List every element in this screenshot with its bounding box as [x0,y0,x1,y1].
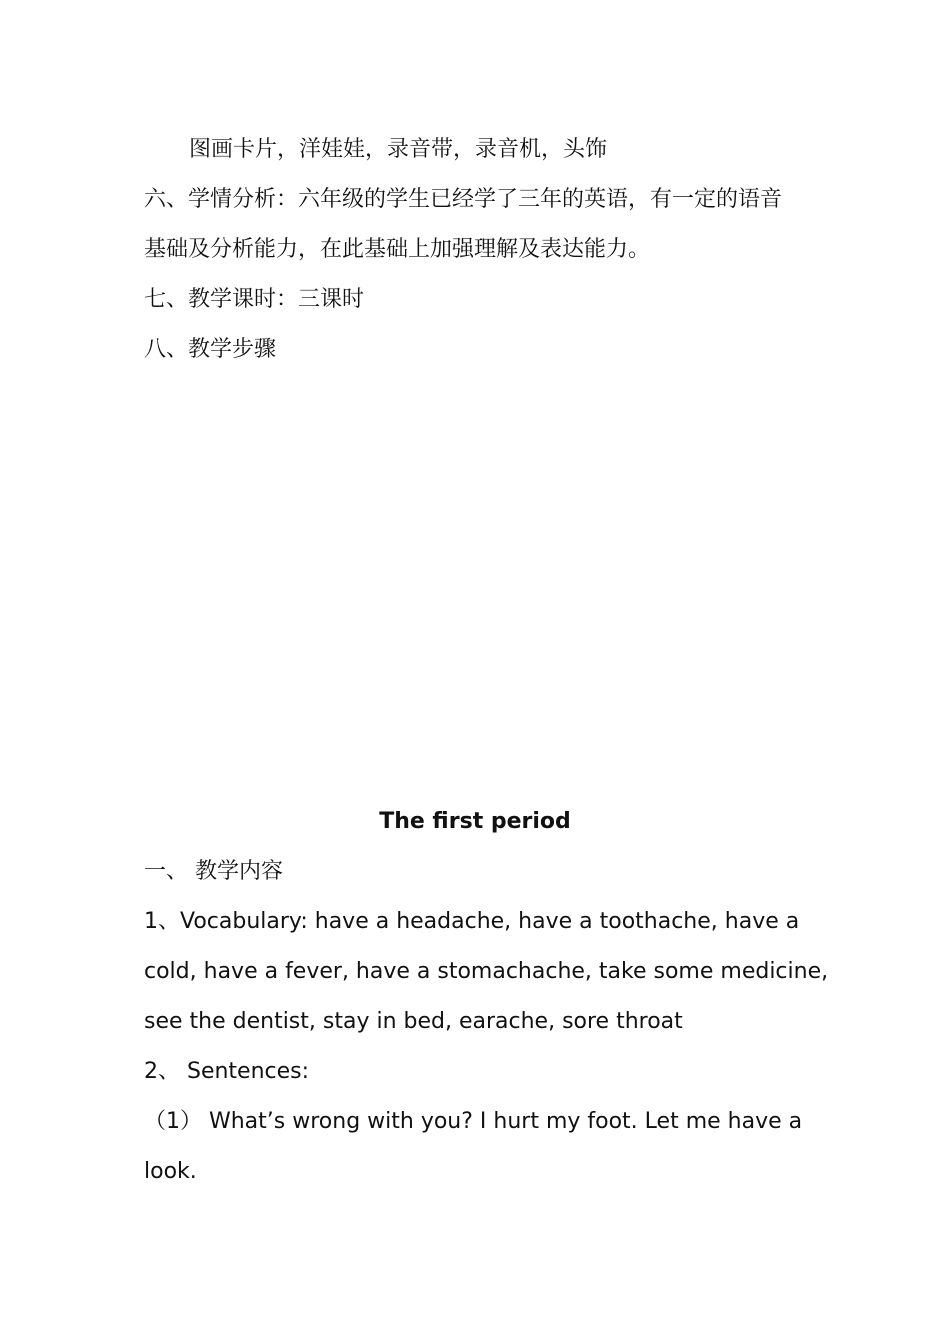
content-heading: 一、 教学内容 [144,859,283,884]
vocabulary-line-1: 1、Vocabulary: have a headache, have a toothache, have a [144,909,800,934]
materials-line: 图画卡片，洋娃娃，录音带，录音机，头饰 [189,137,608,162]
period-title: The first period [379,809,571,834]
section-seven: 七、教学课时：三课时 [144,287,365,312]
sentences-heading: 2、 Sentences: [144,1059,310,1084]
vocabulary-line-2: cold, have a fever, have a stomachache, take some medicine, [144,959,829,984]
section-eight: 八、教学步骤 [144,337,277,362]
section-six-line-1: 六、学情分析：六年级的学生已经学了三年的英语，有一定的语音 [144,187,783,212]
sentence-1-line-2: look. [144,1159,197,1184]
sentence-1-line-1: （1） What’s wrong with you? I hurt my foot. Let me have a [144,1109,803,1134]
vocabulary-line-3: see the dentist, stay in bed, earache, sore throat [144,1009,683,1034]
section-six-line-2: 基础及分析能力，在此基础上加强理解及表达能力。 [144,237,651,262]
